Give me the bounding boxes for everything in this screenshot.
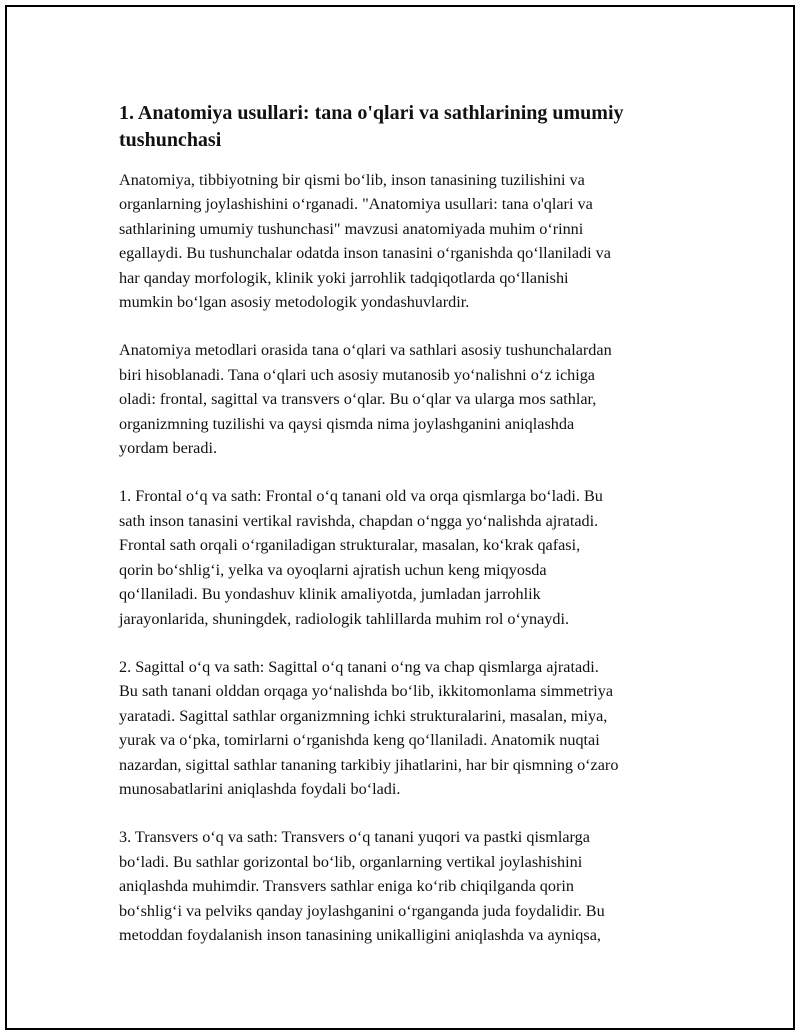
paragraph-transverse: 3. Transvers o‘q va sath: Transvers o‘q tanani yuqori va pastki qismlarga bo‘ladi. Bu sathlar gorizontal bo‘lib, organlarning vertikal joylashishini aniqlashda muhimdir. Transvers sathlar eniga ko‘rib chiqilganda qorin bo‘shlig‘i va pelviks qanday joylashganini o‘rganganda juda foydalidir. Bu metoddan foydalanish inson tanasining unikalligini aniqlashda va ayniqsa, <box>119 828 605 944</box>
paragraph-intro: Anatomiya, tibbiyotning bir qismi bo‘lib, inson tanasining tuzilishini va organlarning joylashishini o‘rganadi. "Anatomiya usullari: tana o'qlari va sathlarining umumiy tushunchasi" mavzusi anatomiyada muhim o‘rinni egallaydi. Bu tushunchalar odatda inson tanasini o‘rganishda qo‘llaniladi va har qanday morfologik, klinik yoki jarrohlik tadqiqotlarda qo‘llanishi mumkin bo‘lgan asosiy metodologik yondashuvlardir. <box>119 171 611 312</box>
paragraph-frontal: 1. Frontal o‘q va sath: Frontal o‘q tanani old va orqa qismlarga bo‘ladi. Bu sath inson tanasini vertikal ravishda, chapdan o‘ngga yo‘nalishda ajratadi. Frontal sath orqali o‘rganiladigan strukturalar, masalan, ko‘krak qafasi, qorin bo‘shlig‘i, yelka va oyoqlarni ajratish uchun keng miqyosda qo‘llaniladi. Bu yondashuv klinik amaliyotda, jumladan jarrohlik jarayonlarida, shuningdek, radiologik tahlillarda muhim rol o‘ynaydi. <box>119 487 603 628</box>
paragraph-axes-overview: Anatomiya metodlari orasida tana o‘qlari va sathlari asosiy tushunchalardan biri hisoblanadi. Tana o‘qlari uch asosiy mutanosib yo‘nalishni o‘z ichiga oladi: frontal, sagittal va transvers o‘qlar. Bu o‘qlar va ularga mos sathlar, organizmning tuzilishi va qaysi qismda nima joylashganini aniqlashda yordam beradi. <box>119 341 612 458</box>
section-heading: 1. Anatomiya usullari: tana o'qlari va sathlarining umumiy tushunchasi <box>119 102 624 151</box>
document-body <box>119 100 699 971</box>
paragraph-sagittal: 2. Sagittal o‘q va sath: Sagittal o‘q tanani o‘ng va chap qismlarga ajratadi. Bu sath tanani olddan orqaga yo‘nalishda bo‘lib, ikkitomonlama simmetriya yaratadi. Sagittal sathlar organizmning ichki strukturalarini, masalan, miya, yurak va o‘pka, tomirlarni o‘rganishda keng qo‘llaniladi. Anatomik nuqtai nazardan, sigittal sathlar tananing tarkibiy jihatlarini, har bir qismning o‘zaro munosabatlarini aniqlashda foydali bo‘ladi. <box>119 657 619 798</box>
page-frame <box>5 5 795 1030</box>
